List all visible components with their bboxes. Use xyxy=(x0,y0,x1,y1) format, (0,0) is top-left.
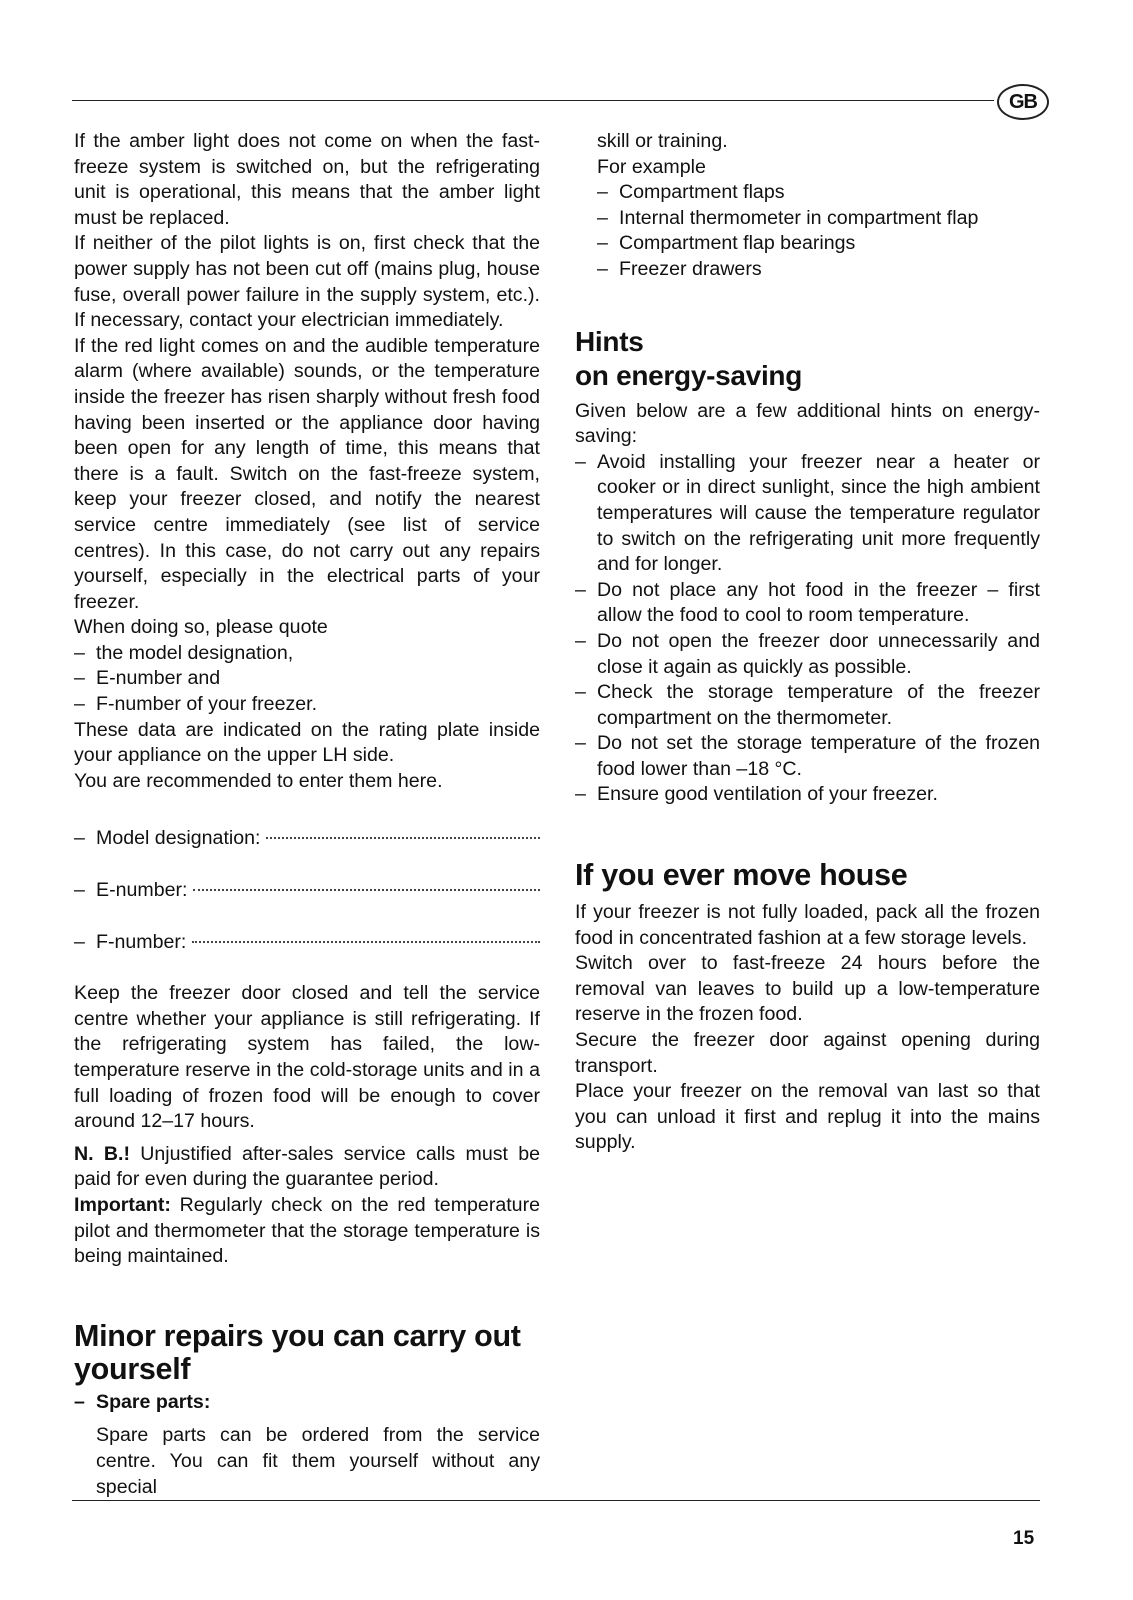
e-number-field[interactable]: – E-number: xyxy=(74,878,540,904)
enter-here-note: You are recommended to enter them here. xyxy=(74,769,443,792)
quote-intro: When doing so, please quote xyxy=(74,616,328,639)
list-item: – Check the storage temperature of the freezer compartment on the thermometer. xyxy=(575,680,1040,731)
move-paragraph: Secure the freezer door against opening during transport. xyxy=(575,1029,1040,1077)
list-item: – F-number of your freezer. xyxy=(74,692,540,718)
list-item: – Compartment flap bearings xyxy=(597,231,1040,257)
hints-heading-line-2: on energy-saving xyxy=(575,359,803,391)
list-item: – Freezer drawers xyxy=(597,257,1040,283)
move-house-heading: If you ever move house xyxy=(575,858,908,893)
repairs-heading: Minor repairs you can carry out yourself xyxy=(74,1318,521,1386)
list-item: – Do not open the freezer door unnecessarily and close it again as quickly as possible. xyxy=(575,629,1040,680)
important-text: Regularly check on the red temperature pilot and thermometer that the storage temperature is being maintained. xyxy=(74,1193,540,1268)
nb-paragraph xyxy=(74,1142,540,1193)
list-item: – E-number and xyxy=(74,666,540,692)
list-item: – Do not set the storage temperature of the frozen food lower than –18 °C. xyxy=(575,731,1040,782)
spare-parts-paragraph: Spare parts can be ordered from the service centre. You can fit them yourself without any special xyxy=(96,1424,540,1498)
move-paragraph: Place your freezer on the removal van last so that you can unload it first and replug it into the mains supply. xyxy=(575,1080,1040,1154)
spare-parts-label: Spare parts: xyxy=(96,1390,211,1413)
quote-list xyxy=(74,641,540,718)
footer-rule xyxy=(72,1500,1040,1501)
nb-text: Unjustified after-sales service calls must be paid for even during the guarantee period. xyxy=(74,1142,541,1191)
model-designation-line[interactable] xyxy=(266,837,540,839)
hints-intro: Given below are a few additional hints on energy-saving: xyxy=(575,399,1040,448)
model-designation-label: Model designation: xyxy=(96,827,261,850)
header-rule xyxy=(72,100,994,101)
f-number-field[interactable]: – F-number: xyxy=(74,930,540,956)
e-number-line[interactable] xyxy=(193,889,540,891)
keep-closed-paragraph: Keep the freezer door closed and tell the service centre whether your appliance is still refrigerating. If the refrigerating system has failed, the low-temperature reserve in the cold-storage units and in a full loading of frozen food will be enough to cover around 12–17 hours. xyxy=(74,982,540,1133)
right-column xyxy=(575,129,1040,1156)
model-designation-field[interactable]: – Model designation: xyxy=(74,826,540,852)
hints-list xyxy=(575,450,1040,808)
country-badge: GB xyxy=(997,84,1049,120)
e-number-label: E-number: xyxy=(96,879,188,902)
important-paragraph xyxy=(74,1193,540,1270)
nb-label: N. B.! xyxy=(74,1142,130,1165)
rating-plate-note: These data are indicated on the rating plate inside your appliance on the upper LH side. xyxy=(74,718,540,767)
for-example-text: For example xyxy=(597,155,706,178)
pilot-lights-paragraph: If neither of the pilot lights is on, first check that the power supply has not been cut off (mains plug, house fuse, overall power failure in the supply system, etc.). If necessary, contact your electrician immediately. xyxy=(74,232,540,332)
move-paragraph: If your freezer is not fully loaded, pack all the frozen food in concentrated fashion at a few storage levels. xyxy=(575,901,1040,949)
left-column xyxy=(74,129,540,1500)
f-number-label: F-number: xyxy=(96,930,187,953)
amber-light-paragraph: If the amber light does not come on when the fast-freeze system is switched on, but the refrigerating unit is operational, this means that the amber light must be replaced. xyxy=(74,130,540,229)
f-number-line[interactable] xyxy=(192,941,540,943)
list-item: – the model designation, xyxy=(74,641,540,667)
move-paragraph: Switch over to fast-freeze 24 hours before the removal van leaves to build up a low-temperature reserve in the frozen food. xyxy=(575,952,1040,1026)
hints-heading-line-1: Hints xyxy=(575,325,644,357)
list-item: – Ensure good ventilation of your freezer. xyxy=(575,782,1040,808)
important-label: Important: xyxy=(74,1193,171,1216)
list-item: – Do not place any hot food in the freezer – first allow the food to cool to room temperature. xyxy=(575,578,1040,629)
parts-list xyxy=(575,180,1040,282)
continued-text: skill or training. xyxy=(597,130,728,152)
page-number: 15 xyxy=(1013,1528,1035,1549)
red-light-paragraph: If the red light comes on and the audible temperature alarm (where available) sounds, or the temperature inside the freezer has risen sharply without fresh food having been inserted or the appliance door having been open for any length of time, this means that there is a fault. Switch on the fast-freeze system, keep your freezer closed, and notify the nearest service centre immediately (see list of service centres). In this case, do not carry out any repairs yourself, especially in the electrical parts of your freezer. xyxy=(74,334,540,613)
spare-parts-subheading: – Spare parts: xyxy=(74,1390,540,1416)
list-item: – Internal thermometer in compartment flap xyxy=(597,206,1040,232)
list-item: – Avoid installing your freezer near a heater or cooker or in direct sunlight, since the high ambient temperatures will cause the temperature regulator to switch on the refrigerating unit more frequently and for longer. xyxy=(575,450,1040,578)
list-item: – Compartment flaps xyxy=(597,180,1040,206)
